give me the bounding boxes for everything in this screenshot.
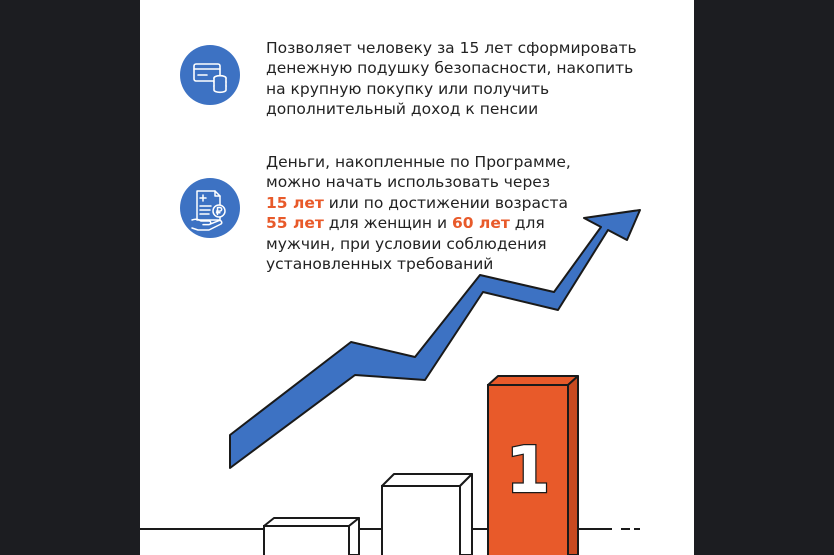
savings-line-4: дополнительный доход к пенсии [266,100,539,119]
usage-line-6: установленных требований [266,255,494,274]
usage-line-2: можно начать использовать через [266,173,551,192]
first-place-label: 1 [505,434,551,508]
growth-illustration [140,0,694,555]
savings-line-3: на крупную покупку или получить [266,79,550,98]
highlight-55-years: 55 лет [266,214,324,233]
usage-line-4-mid: для женщин и [323,214,452,233]
usage-line-4-rest: для [509,214,545,233]
highlight-15-years: 15 лет [266,193,324,212]
usage-line-1: Деньги, накопленные по Программе, [266,153,571,171]
pedestal-first [488,376,578,555]
usage-line-5: мужчин, при условии соблюдения [266,234,547,253]
pedestal-second [382,474,472,555]
savings-line-2: денежную подушку безопасности, накопить [266,59,634,78]
savings-line-1: Позволяет человеку за 15 лет сформировать [266,39,637,57]
highlight-60-years: 60 лет [452,214,510,233]
pedestal-third [264,518,359,555]
infographic-card [140,0,694,555]
usage-line-3-rest: или по достижении возраста [323,193,569,212]
